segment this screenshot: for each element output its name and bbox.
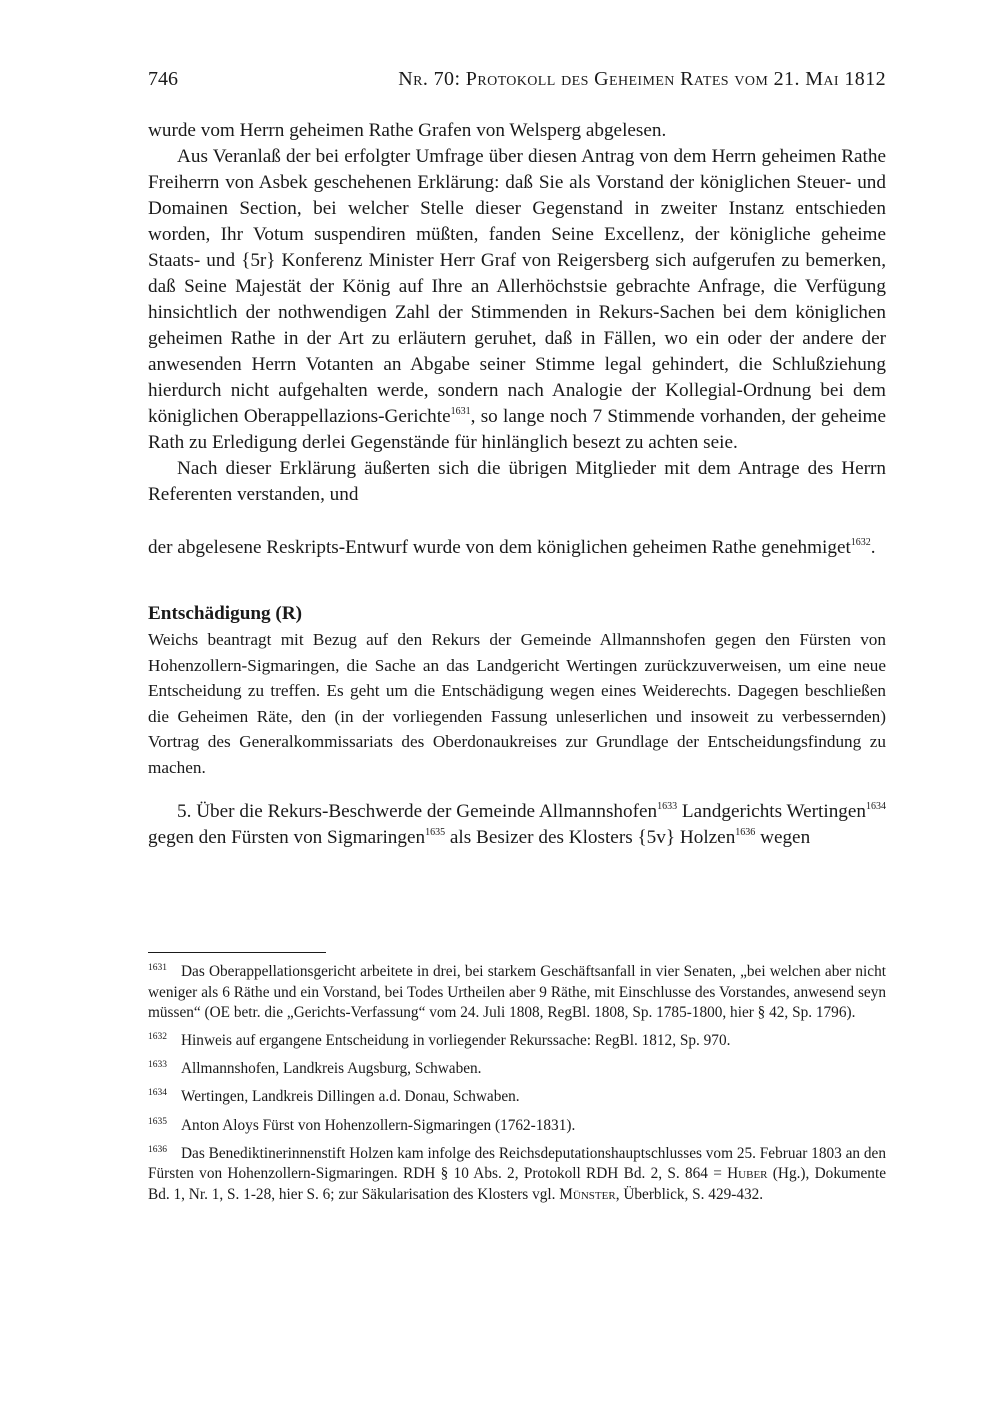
footnote-text-a: Das Benediktinerinnenstift Holzen kam infolge des Reichsdeputationshauptschlusses vom 25. Februar 1803 an den Fürsten von Hohenzollern-Sigmaringen. RDH § 10 Abs. 2, Protokoll RDH Bd. 2, S. 864 = [148,1144,886,1183]
paragraph-2 [148,144,886,456]
footnote-1632 [148,1031,886,1052]
footnote-1631 [148,962,886,1024]
footnote-divider [148,952,326,953]
footnote-text: Allmannshofen, Landkreis Augsburg, Schwaben. [181,1060,482,1078]
footnote-number: 1633 [148,1060,167,1071]
footnote-1635 [148,1116,886,1137]
decision-text-end: . [870,537,876,558]
item-5-text-a: 5. Über die Rekurs-Beschwerde der Gemeinde Allmannshofen [177,800,658,822]
item-5-text-d: als Besizer des Klosters {5v} Holzen [445,826,736,848]
footnote-1636 [148,1144,886,1206]
footnote-number: 1631 [148,963,167,973]
author-name: Huber [727,1165,768,1183]
paragraph-2-end: , so lange noch 7 Stimmende vorhanden, der geheime Rath zu Erledigung derlei Gegenstände für hinlänglich besezt zu achten seie. [148,406,886,453]
paragraph-3: Nach dieser Erklärung äußerten sich die übrigen Mitglieder mit dem Antrage des Herrn Referenten verstanden, und [148,458,886,505]
footnote-number: 1632 [148,1032,167,1043]
footnote-number: 1635 [148,1116,167,1127]
item-5 [148,799,886,851]
page-number: 746 [148,68,178,90]
footnote-1634 [148,1087,886,1108]
footnote-number: 1634 [148,1088,167,1099]
footnote-text: Das Oberappellationsgericht arbeitete in drei, bei starkem Geschäftsanfall in vier Senaten, „bei welchen aber nicht weniger als 6 Räthe und ein Vorstand, bei Todes Urtheilen aber 9 Räthe, mit Einschlusse des Vorstandes, anwesend seyn müssen“ (OE betr. die „Gerichts-Verfassung“ vom 24. Juli 1808, RegBl. 1808, Sp. 1785-1800, hier § 42, Sp. 1796). [148,963,886,1022]
footnote-text-c: , Überblick, S. 429-432. [615,1185,764,1203]
footnote-ref-1633[interactable]: 1633 [657,800,678,812]
main-text [148,118,886,851]
section-summary: Weichs beantragt mit Bezug auf den Rekurs der Gemeinde Allmannshofen gegen den Fürsten von Hohenzollern-Sigmaringen, die Sache an das Landgericht Wertingen zurückzuverweisen, um eine neue Entscheidung zu treffen. Es geht um die Entschädigung wegen eines Weiderechts. Dagegen beschließen die Geheimen Räte, den (in der vorliegenden Fassung unleserlichen und insoweit zu verbessernden) Vortrag des Generalkommissariats des Oberdonaukreises zur Grundlage der Entscheidungsfindung zu machen. [148,630,886,777]
decision-text [148,535,886,561]
running-title: Nr. 70: Protokoll des Geheimen Rates vom 21. Mai 1812 [398,68,886,90]
section-title: Entschädigung (R) [148,603,303,624]
footnote-ref-1632[interactable]: 1632 [850,537,871,548]
footnote-text: Anton Aloys Fürst von Hohenzollern-Sigmaringen (1762-1831). [181,1116,576,1134]
footnote-ref-1635[interactable]: 1635 [425,826,446,838]
footnotes [148,962,886,1213]
footnote-text: Wertingen, Landkreis Dillingen a.d. Donau, Schwaben. [181,1088,520,1106]
footnote-ref-1636[interactable]: 1636 [735,826,756,838]
item-5-text-b: Landgerichts Wertingen [677,800,866,822]
footnote-ref-1634[interactable]: 1634 [866,800,886,812]
paragraph-1: wurde vom Herrn geheimen Rathe Grafen von Welsperg abgelesen. [148,120,667,141]
item-5-text-e: wegen [755,826,811,848]
footnote-1633 [148,1059,886,1080]
footnote-number: 1636 [148,1144,167,1155]
footnote-ref-1631[interactable]: 1631 [450,406,471,417]
decision-text-body: der abgelesene Reskripts-Entwurf wurde von dem königlichen geheimen Rathe genehmiget [148,537,851,558]
footnote-text: Hinweis auf ergangene Entscheidung in vorliegender Rekurssache: RegBl. 1812, Sp. 970. [181,1032,731,1050]
author-name: Münster [559,1185,616,1203]
paragraph-2-text: Aus Veranlaß der bei erfolgter Umfrage über diesen Antrag von dem Herrn geheimen Rathe Freiherrn von Asbek geschehenen Erklärung: daß Sie als Vorstand der königlichen Steuer- und Domainen Section, bei welcher Stelle dieser Gegenstand in zweiter Instanz entschieden worden, Ihr Votum suspendiren müßten, fanden Seine Excellenz, der königliche geheime Staats- und {5r} Konferenz Minister Herr Graf von Reigersberg sich aufgerufen zu bemerken, daß Seine Majestät der König auf Ihre an Allerhöchstsie gebrachte Anfrage, die Verfügung hinsichtlich der nothwendigen Zahl der Stimmenden in Rekurs-Sachen bei dem königlichen geheimen Rathe in der Art zu erläutern geruhet, daß in Fällen, wo ein oder der andere der anwesenden Herrn Votanten an Abgabe seiner Stimme legal gehindert, die Schlußziehung hierdurch nicht aufgehalten werde, sondern nach Analogie der Kollegial-Ordnung bei dem königlichen Oberappellazions-Gerichte [148,146,886,427]
footnote-text-b: (Hg.), Dokumente Bd. 1, Nr. 1, S. 1-28, hier S. 6; zur Säkularisation des Klosters vgl. [148,1165,886,1203]
item-5-text-c: gegen den Fürsten von Sigmaringen [148,826,426,848]
